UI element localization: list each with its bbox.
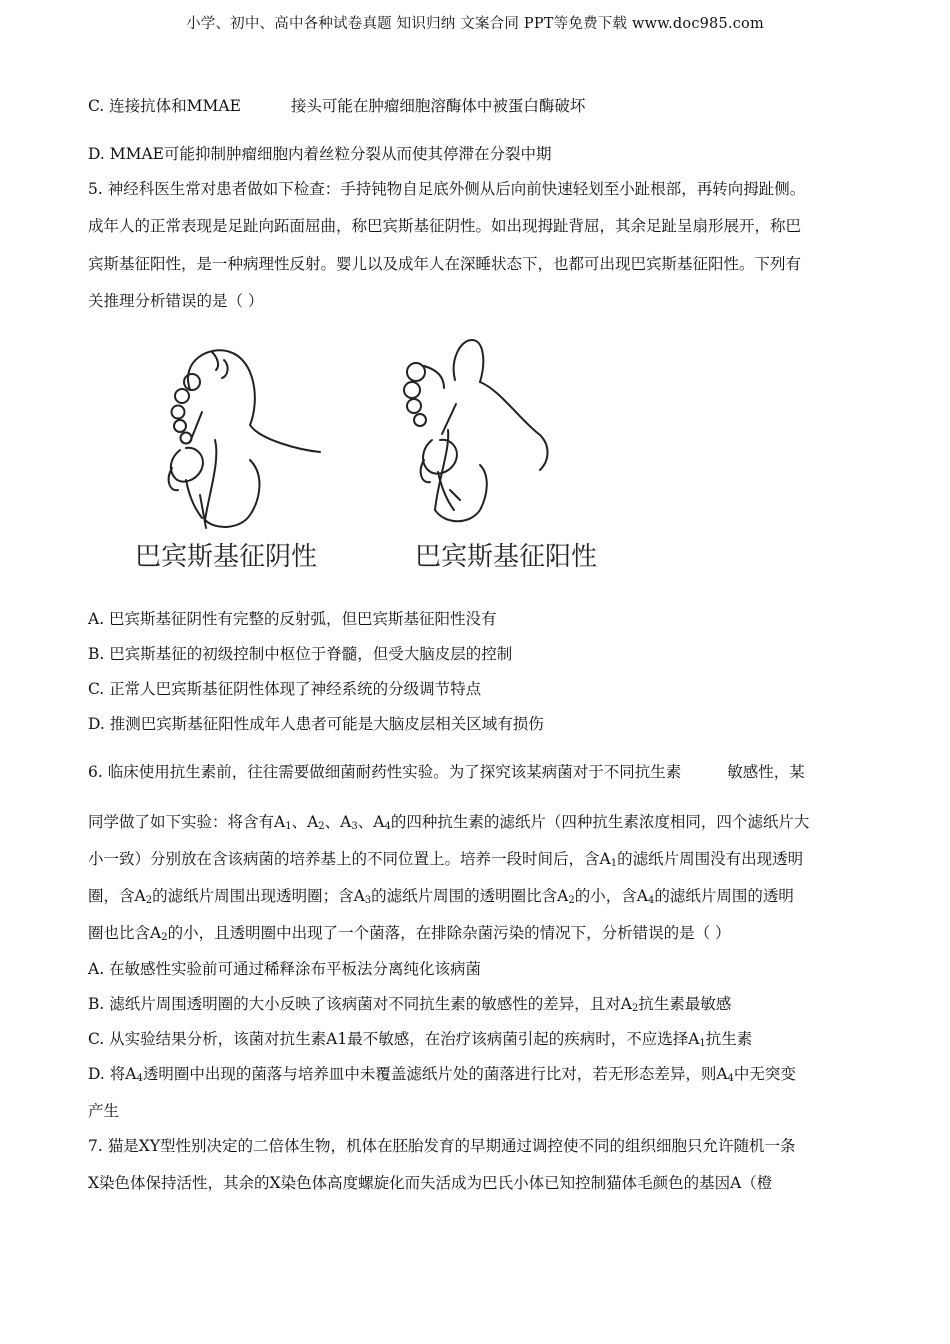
text-span: 的滤纸片周围的透明圈比含A	[371, 887, 569, 905]
subscript: 4	[136, 1073, 143, 1084]
q4-option-c-part2: 接头可能在肿瘤细胞溶酶体中被蛋白酶破坏	[290, 97, 586, 115]
q6-stem-line1	[88, 760, 805, 782]
figure-label-positive: 巴宾斯基征阳性	[415, 542, 598, 572]
text-span: 抗生素	[705, 1030, 753, 1048]
text-span: D. 将A	[88, 1065, 137, 1083]
text-span: 、A	[291, 813, 319, 831]
subscript: 1	[699, 1038, 706, 1049]
subscript: 2	[145, 895, 153, 906]
page-header: 小学、初中、高中各种试卷真题 知识归纳 文案合同 PPT等免费下载 www.doc985.com	[186, 16, 764, 32]
subscript: 1	[285, 821, 292, 832]
text-span: 、A	[357, 813, 385, 831]
q6-stem-line1-part2: 敏感性，某	[727, 763, 805, 781]
subscript: 2	[568, 895, 575, 906]
subscript: 2	[631, 1003, 639, 1014]
text-span: 中无突变	[733, 1065, 796, 1083]
q6-stem-line4	[88, 884, 794, 906]
q6-option-d	[88, 1062, 796, 1084]
subscript: 4	[727, 1073, 734, 1084]
q5-option-c: C. 正常人巴宾斯基征阴性体现了神经系统的分级调节特点	[88, 680, 482, 698]
text-span: 的滤纸片周围的透明	[654, 887, 794, 905]
babinski-negative-illustration	[169, 350, 320, 528]
q4-option-d: D. MMAE可能抑制肿瘤细胞内着丝粒分裂从而使其停滞在分裂中期	[88, 145, 552, 163]
subscript: 4	[647, 895, 655, 906]
subscript: 3	[351, 821, 358, 832]
q6-option-b	[88, 992, 731, 1014]
q7-stem-line1: 7. 猫是XY型性别决定的二倍体生物，机体在胚胎发育的早期通过调控使不同的组织细胞只允许随机一条	[88, 1137, 796, 1155]
text-span: 的四种抗生素的滤纸片（四种抗生素浓度相同，四个滤纸片大	[390, 813, 810, 831]
q6-option-a: A. 在敏感性实验前可通过稀释涂布平板法分离纯化该病菌	[88, 960, 482, 978]
text-span: 同学做了如下实验：将含有A	[88, 813, 286, 831]
text-span: 圈，含A	[88, 887, 146, 905]
q5-stem-line4: 关推理分析错误的是（ ）	[88, 292, 264, 310]
subscript: 2	[318, 821, 325, 832]
q6-stem-line3	[88, 847, 803, 869]
q6-stem-line1-part1: 6. 临床使用抗生素前，往往需要做细菌耐药性实验。为了探究该某病菌对于不同抗生素	[88, 763, 682, 781]
q5-stem-line1: 5. 神经科医生常对患者做如下检查：手持钝物自足底外侧从后向前快速轻划至小趾根部，再转向拇趾侧。	[88, 180, 806, 198]
text-span: 圈也比含A	[88, 924, 162, 942]
q4-option-c-part1: C. 连接抗体和MMAE	[88, 97, 241, 115]
figure-label-negative: 巴宾斯基征阴性	[135, 542, 318, 572]
text-span: 的小，且透明圈中出现了一个菌落，在排除杂菌污染的情况下，分析错误的是（ ）	[167, 924, 731, 942]
text-span: 、A	[324, 813, 352, 831]
subscript: 4	[384, 821, 391, 832]
subscript: 3	[364, 895, 372, 906]
q6-stem-line2	[88, 810, 809, 832]
text-span: 的滤纸片周围出现透明圈；含A	[152, 887, 365, 905]
babinski-positive-illustration	[404, 340, 548, 521]
subscript: 2	[161, 932, 168, 943]
text-span: 的小，含A	[574, 887, 648, 905]
text-span: 透明圈中出现的菌落与培养皿中未覆盖滤纸片处的菌落进行比对，若无形态差异，则A	[142, 1065, 728, 1083]
q5-option-b: B. 巴宾斯基征的初级控制中枢位于脊髓，但受大脑皮层的控制	[88, 645, 513, 663]
text-span: B. 滤纸片周围透明圈的大小反映了该病菌对不同抗生素的敏感性的差异，且对A	[88, 995, 632, 1013]
q5-stem-line3: 宾斯基征阳性，是一种病理性反射。婴儿以及成年人在深睡状态下，也都可出现巴宾斯基征阳性。下列有	[88, 255, 802, 273]
q6-option-c	[88, 1027, 752, 1049]
text-span: C. 从实验结果分析，该菌对抗生素A1最不敏感，在治疗该病菌引起的疾病时，不应选择A	[88, 1030, 700, 1048]
q4-option-c	[88, 94, 585, 116]
q6-stem-line5	[88, 921, 731, 943]
text-span: 抗生素最敏感	[638, 995, 732, 1013]
subscript: 1	[610, 858, 618, 869]
q5-option-a: A. 巴宾斯基征阴性有完整的反射弧，但巴宾斯基征阳性没有	[88, 610, 497, 628]
q6-option-d-continued: 产生	[88, 1102, 120, 1120]
q5-option-d: D. 推测巴宾斯基征阳性成年人患者可能是大脑皮层相关区域有损伤	[88, 715, 544, 733]
q5-stem-line2: 成年人的正常表现是足趾向跖面屈曲，称巴宾斯基征阴性。如出现拇趾背屈，其余足趾呈扇形展开，称巴	[88, 217, 802, 235]
q7-stem-line2: X染色体保持活性，其余的X染色体高度螺旋化而失活成为巴氏小体已知控制猫体毛颜色的基因A（橙	[88, 1174, 773, 1192]
text-span: 的滤纸片周围没有出现透明	[617, 850, 804, 868]
text-span: 小一致）分别放在含该病菌的培养基上的不同位置上。培养一段时间后，含A	[88, 850, 611, 868]
